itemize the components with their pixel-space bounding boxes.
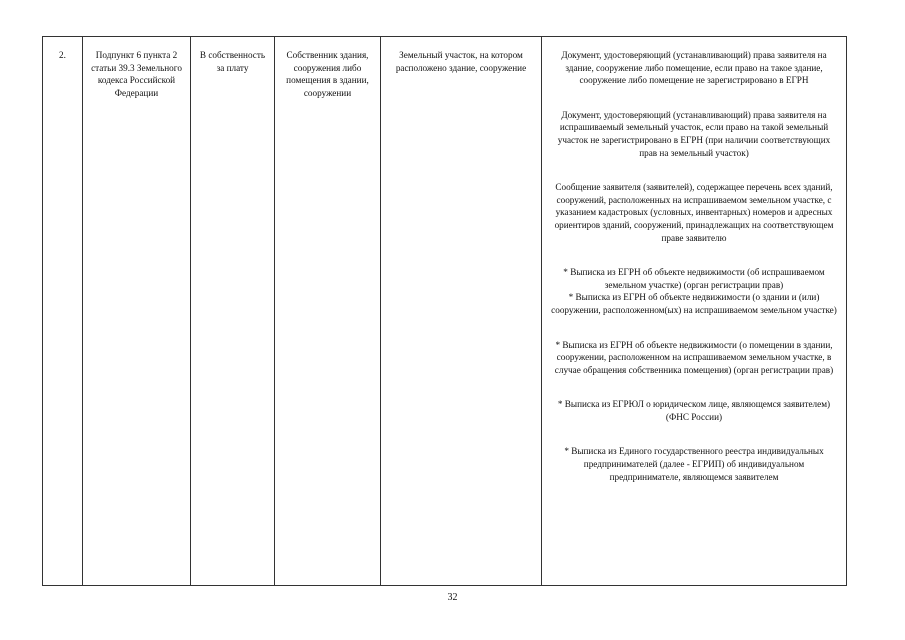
applicant-cell xyxy=(275,37,381,586)
document-item: Документ, удостоверяющий (устанавливающий) права заявителя на испрашиваемый земельный участок, если право на такой земельный участок не зарегистрировано в ЕГРН (при наличии соответствующих прав на земельный участок) xyxy=(557,109,831,158)
document-item: * Выписка из ЕГРН об объекте недвижимости (о здании и (или) сооружении, расположенном(ых) на испрашиваемом земельном участке) xyxy=(551,292,837,315)
land-plot-cell xyxy=(381,37,542,586)
right-type-cell xyxy=(191,37,275,586)
document-item: Документ, удостоверяющий (устанавливающий) права заявителя на здание, сооружение либо помещение, если право на такое здание, сооружение либо помещение не зарегистрировано в ЕГРН xyxy=(561,50,827,86)
services-table xyxy=(42,36,847,586)
document-item: * Выписка из ЕГРН об объекте недвижимости (о помещении в здании, сооружении, расположенном на испрашиваемом земельном участке, в случае обращения собственника помещения) (орган регистрации прав) xyxy=(554,339,834,375)
row-number: 2. xyxy=(59,50,66,60)
row-number-cell xyxy=(43,37,83,586)
legal-basis-text: Подпункт 6 пункта 2 статьи 39.3 Земельного кодекса Российской Федерации xyxy=(91,50,182,98)
applicant-text: Собственник здания, сооружения либо помещения в здании, сооружении xyxy=(286,50,369,98)
document-item: * Выписка из Единого государственного реестра индивидуальных предпринимателей (далее - ЕГРИП) об индивидуальном предпринимателе, являющемся заявителем xyxy=(564,446,824,482)
land-plot-text: Земельный участок, на котором расположено здание, сооружение xyxy=(395,50,527,73)
documents-cell xyxy=(542,37,847,586)
document-item: * Выписка из ЕГРЮЛ о юридическом лице, являющемся заявителем) (ФНС России) xyxy=(557,399,831,422)
document-item: Сообщение заявителя (заявителей), содержащее перечень всех зданий, сооружений, расположенных на испрашиваемом земельном участке, с указанием кадастровых (условных, инвентарных) номеров и адресных ориентиров зданий, сооружений, принадлежащих на соответствующем праве заявителю xyxy=(554,182,834,243)
document-item: * Выписка из ЕГРН об объекте недвижимости (об испрашиваемом земельном участке) (орган регистрации прав) xyxy=(563,267,825,290)
table-row xyxy=(43,37,847,586)
legal-basis-cell xyxy=(83,37,191,586)
right-type-text: В собственность за плату xyxy=(199,50,266,73)
documents-list xyxy=(546,49,842,483)
page-number: 32 xyxy=(447,592,458,603)
